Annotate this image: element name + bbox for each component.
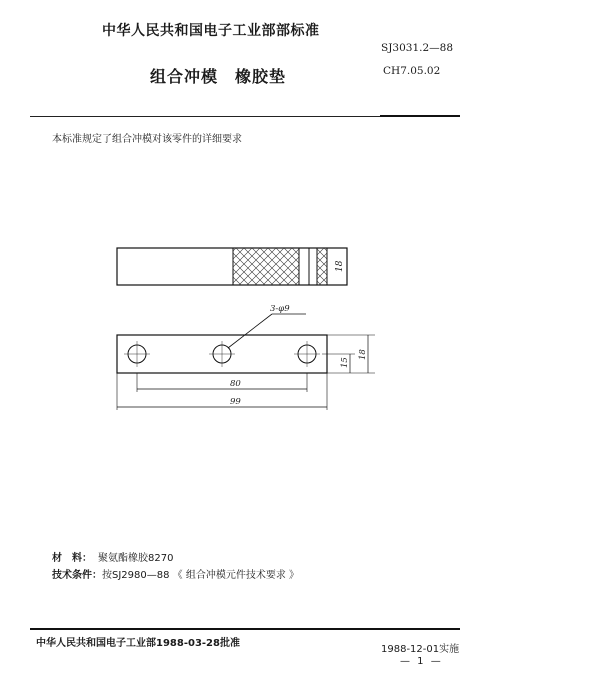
standard-alt-code: CH7.05.02 xyxy=(383,65,441,77)
issuing-authority: 中华人民共和国电子工业部部标准 xyxy=(102,23,320,39)
dim-length: 99 xyxy=(230,397,241,407)
tech-label: 技术条件： xyxy=(52,570,102,581)
approval-statement: 中华人民共和国电子工业部1988-03-28批准 xyxy=(36,638,240,649)
page-number: — 1 — xyxy=(400,656,443,667)
scope-statement: 本标准规定了组合冲模对该零件的详细要求 xyxy=(52,134,242,145)
material-value: 聚氨酯橡胶8270 xyxy=(98,553,174,564)
hatched-section xyxy=(233,248,299,285)
dim-hole-spacing: 80 xyxy=(230,379,241,389)
standard-number: SJ3031.2—88 xyxy=(381,42,454,54)
tech-value: 按SJ2980—88 《 组合冲模元件技术要求 》 xyxy=(102,570,300,581)
dim-width: 15 xyxy=(340,357,350,368)
material-label: 材 料： xyxy=(52,553,92,564)
side-view xyxy=(117,248,347,285)
implementation-date: 1988-12-01实施 xyxy=(381,644,460,655)
material-line xyxy=(52,549,173,564)
header-divider-accent xyxy=(380,115,460,117)
footer-divider xyxy=(30,628,460,630)
technical-drawing xyxy=(100,240,400,420)
dim-hole-callout: 3-φ9 xyxy=(270,304,290,314)
tech-requirement-line xyxy=(52,566,299,581)
dim-height: 18 xyxy=(358,349,368,360)
dim-thickness: 18 xyxy=(335,260,345,272)
document-title: 组合冲模 橡胶垫 xyxy=(150,67,287,86)
plan-view xyxy=(117,304,375,410)
